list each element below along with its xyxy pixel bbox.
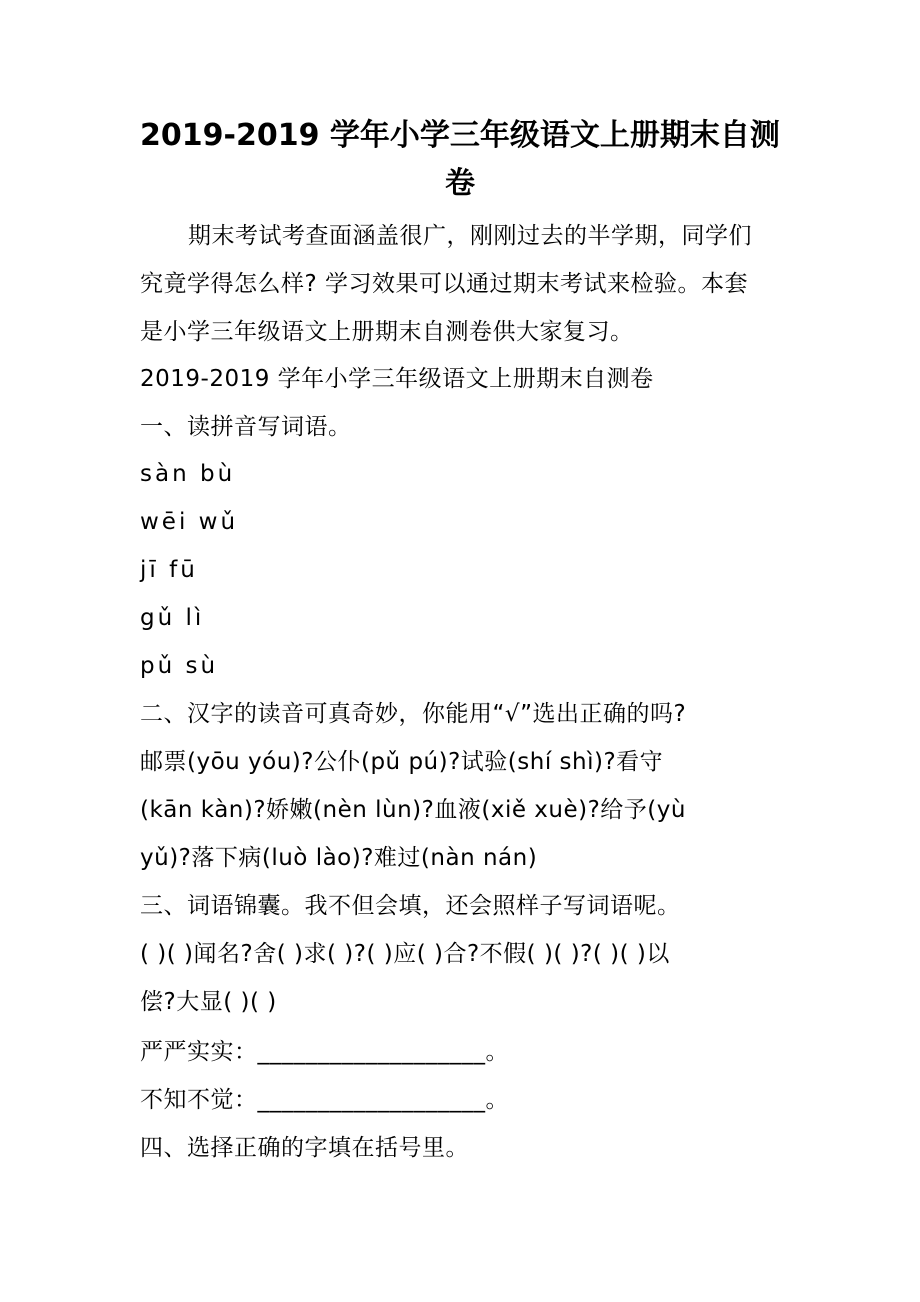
document-title-line-2: 卷 [445,166,475,201]
pinyin-item: wēi wǔ [140,509,239,535]
section-4-heading: 四、选择正确的字填在括号里。 [140,1135,469,1161]
section-1-heading: 一、读拼音写词语。 [140,414,352,440]
intro-paragraph-line-3: 是小学三年级语文上册期末自测卷供大家复习。 [140,319,634,345]
section-3-line: 偿?大显( )( ) [140,989,277,1015]
section-2-heading: 二、汉字的读音可真奇妙，你能用“√”选出正确的吗? [140,701,687,727]
section-3-line: ( )( )闻名?舍( )求( )?( )应( )合?不假( )( )?( )( )以 [140,941,670,967]
document-title-line-1: 2019-2019 学年小学三年级语文上册期末自测 [140,118,780,153]
intro-paragraph-line-2: 究竟学得怎么样? 学习效果可以通过期末考试来检验。本套 [140,271,749,297]
pinyin-item: sàn bù [140,461,236,487]
intro-paragraph-line-1: 期末考试考查面涵盖很广，刚刚过去的半学期，同学们 [188,223,752,249]
pinyin-item: jī fū [140,557,198,583]
section-3-heading: 三、词语锦囊。我不但会填，还会照样子写词语呢。 [140,893,681,919]
pinyin-item: pǔ sù [140,653,219,679]
pinyin-item: gǔ lì [140,605,205,631]
section-2-line: yǔ)?落下病(luò lào)?难过(nàn nán) [140,845,538,871]
section-3-fill-2: 不知不觉：___________________。 [140,1087,509,1113]
section-2-line: (kān kàn)?娇嫩(nèn lùn)?血液(xiě xuè)?给予(yù [140,797,686,823]
subtitle: 2019-2019 学年小学三年级语文上册期末自测卷 [140,366,654,392]
section-3-fill-1: 严严实实：___________________。 [140,1039,509,1065]
section-2-line: 邮票(yōu yóu)?公仆(pǔ pú)?试验(shí shì)?看守 [140,749,664,775]
